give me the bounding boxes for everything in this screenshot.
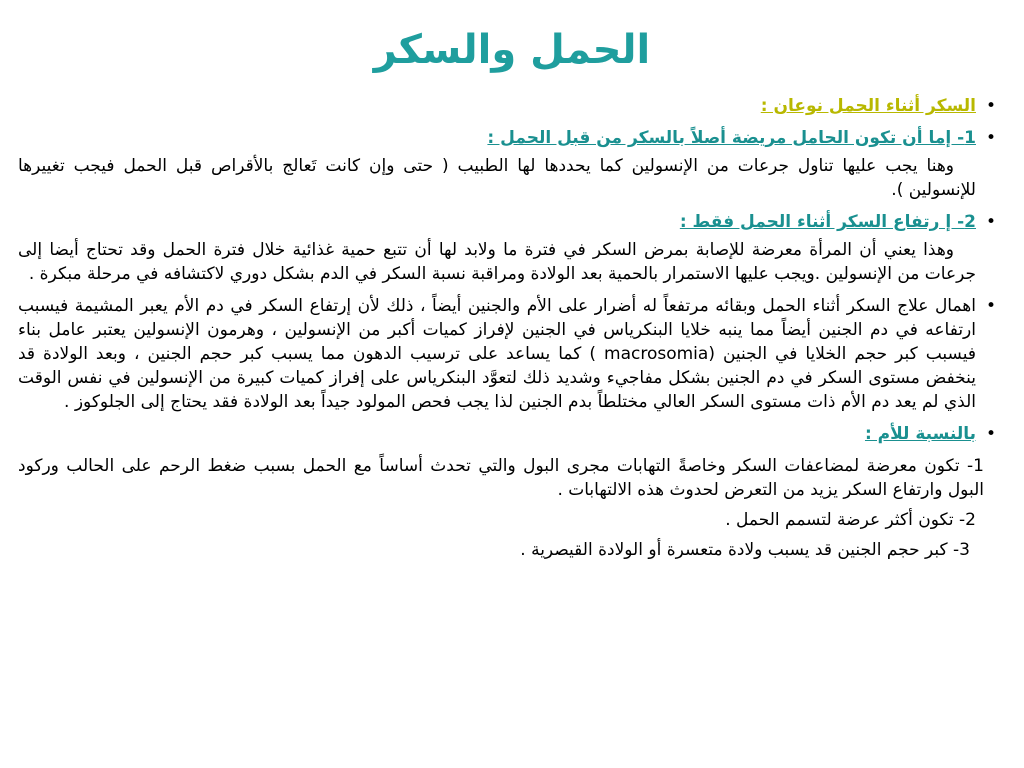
bullet-item-type1	[18, 126, 976, 150]
neglect-body: اهمال علاج السكر أثناء الحمل وبقائه مرتفعاً له أضرار على الأم والجنين أيضاً ، ذلك لأن إرتفاع السكر في دم الأم يعبر المشيمة فيسبب ارتفاعه في دم الجنين أيضاً مما ينبه خلايا البنكرياس في الجنين لإفراز كميات أكبر من الإنسولين ، وهرمون الإنسولين يعتبر عامل بناء فيسبب كبر حجم الخلايا في الجنين (macrosomia ) كما يساعد على ترسيب الدهون مما يسبب كبر حجم الجنين ، وبعد الولادة قد ينخفض مستوى السكر في دم الجنين بشكل مفاجيء وشديد ذلك لتعوَّد البنكرياس على إفراز كميات كبيرة من الإنسولين في نفس الوقت الذي لم يعد دم الأم ذات مستوى السكر العالي مختلطاً بدم الجنين لذا يجب فحص المولود جيداً بعد الولادة فقد يحتاج إلى الجلوكوز .	[18, 296, 976, 412]
mother-heading: بالنسبة للأم :	[864, 424, 976, 444]
type2-body: وهذا يعني أن المرأة معرضة للإصابة بمرض السكر في فترة ما ولابد لها أن تتبع حمية غذائية خلال فترة الحمل وقد تحتاج أيضا إلى جرعات من الإنسولين .ويجب عليها الاستمرار بالحمية بعد الولادة ومراقبة نسبة السكر في الدم بشكل دوري لاكتشافه في مرحلة مبكرة .	[18, 240, 976, 284]
bullet-icon	[984, 210, 998, 234]
type1-body: وهنا يجب عليها تناول جرعات من الإنسولين كما يحددها لها الطبيب ( حتى وإن كانت تَعالج بالأقراص قبل الحمل فيجب تغييرها للإنسولين ).	[18, 156, 976, 200]
mother-point-1: 1- تكون معرضة لمضاعفات السكر وخاصةً التهابات مجرى البول والتي تحدث أساساً مع الحمل بسبب ضغط الرحم على الحالب وركود البول وارتفاع السكر يزيد من التعرض لحدوث هذه الالتهابات .	[18, 456, 984, 500]
bullet-icon	[984, 94, 998, 118]
bullet-item-neglect	[18, 294, 976, 414]
bullet-item-mother	[18, 422, 976, 446]
bullet-item-intro	[18, 94, 976, 118]
slide-content	[18, 94, 984, 568]
bullet-icon	[984, 422, 998, 446]
intro-heading: السكر أثناء الحمل نوعان :	[760, 96, 976, 116]
mother-point-2: 2- تكون أكثر عرضة لتسمم الحمل .	[725, 510, 976, 530]
bullet-icon	[984, 126, 998, 150]
type1-heading: 1- إما أن تكون الحامل مريضة أصلاً بالسكر من قبل الحمل :	[487, 128, 976, 148]
slide-title: الحمل والسكر	[373, 27, 651, 73]
mother-point-3: 3- كبر حجم الجنين قد يسبب ولادة متعسرة أو الولادة القيصرية .	[520, 540, 970, 560]
type2-heading: 2- إ رتفاع السكر أثناء الحمل فقط :	[679, 212, 976, 232]
bullet-item-type2	[18, 210, 976, 234]
bullet-icon	[984, 294, 998, 318]
